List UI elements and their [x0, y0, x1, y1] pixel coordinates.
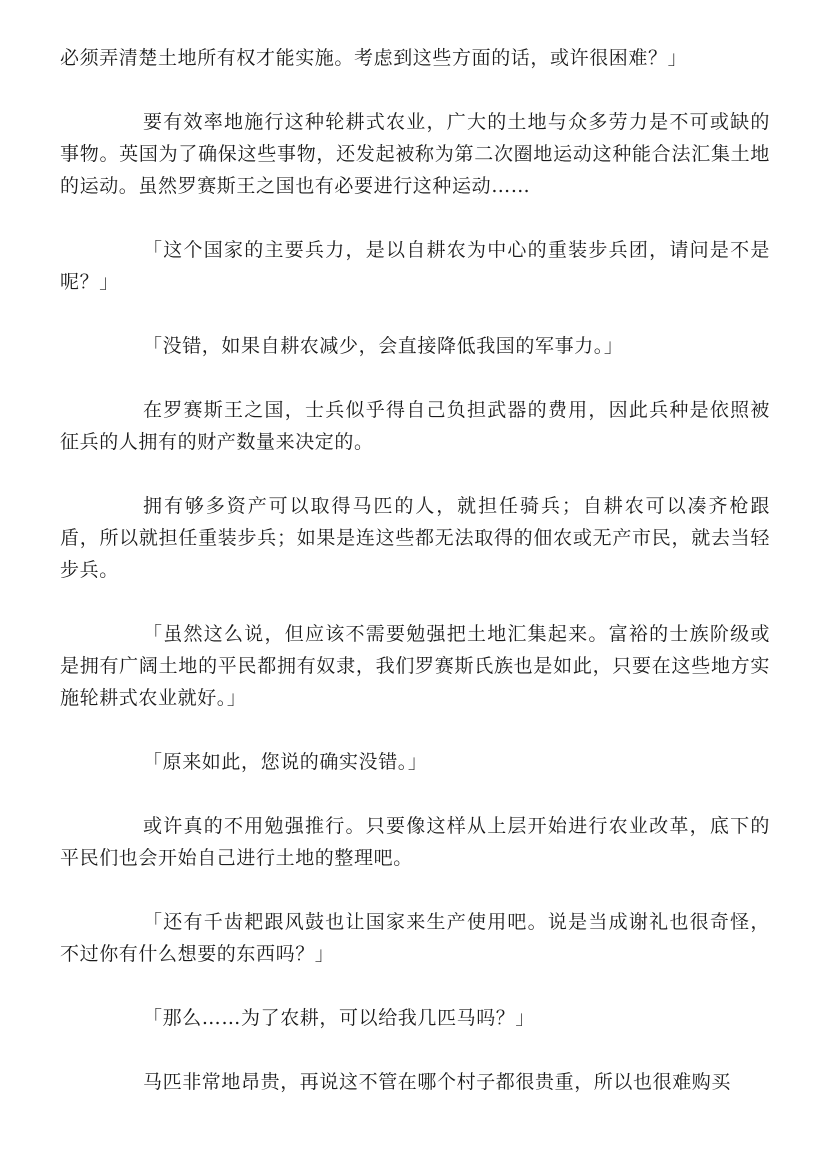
paragraph-1: 必须弄清楚土地所有权才能实施。考虑到这些方面的话，或许很困难？」: [60, 47, 688, 69]
paragraph-5: 在罗赛斯王之国，士兵似乎得自己负担武器的费用，因此兵种是依照被征兵的人拥有的财产数量来决定的。: [60, 399, 770, 453]
paragraph-6: 拥有够多资产可以取得马匹的人，就担任骑兵；自耕农可以凑齐枪跟盾，所以就担任重装步兵；如果是连这些都无法取得的佃农或无产市民，就去当轻步兵。: [60, 495, 770, 581]
paragraph-12: 马匹非常地昂贵，再说这不管在哪个村子都很贵重，所以也很难购买: [143, 1071, 732, 1093]
paragraph-2: 要有效率地施行这种轮耕式农业，广大的土地与众多劳力是不可或缺的事物。英国为了确保这些事物，还发起被称为第二次圈地运动这种能合法汇集土地的运动。虽然罗赛斯王之国也有必要进行这种运动……: [60, 111, 770, 197]
paragraph-11: 「那么……为了农耕，可以给我几匹马吗？」: [143, 1007, 536, 1029]
paragraph-9: 或许真的不用勉强推行。只要像这样从上层开始进行农业改革，底下的平民们也会开始自己进行土地的整理吧。: [60, 815, 770, 869]
paragraph-7: 「虽然这么说，但应该不需要勉强把土地汇集起来。富裕的士族阶级或是拥有广阔土地的平民都拥有奴隶，我们罗赛斯氏族也是如此，只要在这些地方实施轮耕式农业就好。」: [60, 623, 770, 709]
paragraph-8: 「原来如此，您说的确实没错。」: [143, 751, 428, 773]
paragraph-3: 「这个国家的主要兵力，是以自耕农为中心的重装步兵团，请问是不是呢？」: [60, 239, 770, 293]
paragraph-4: 「没错，如果自耕农减少，会直接降低我国的军事力。」: [143, 335, 624, 357]
paragraph-10: 「还有千齿耙跟风鼓也让国家来生产使用吧。说是当成谢礼也很奇怪，不过你有什么想要的东西吗？」: [60, 911, 770, 965]
